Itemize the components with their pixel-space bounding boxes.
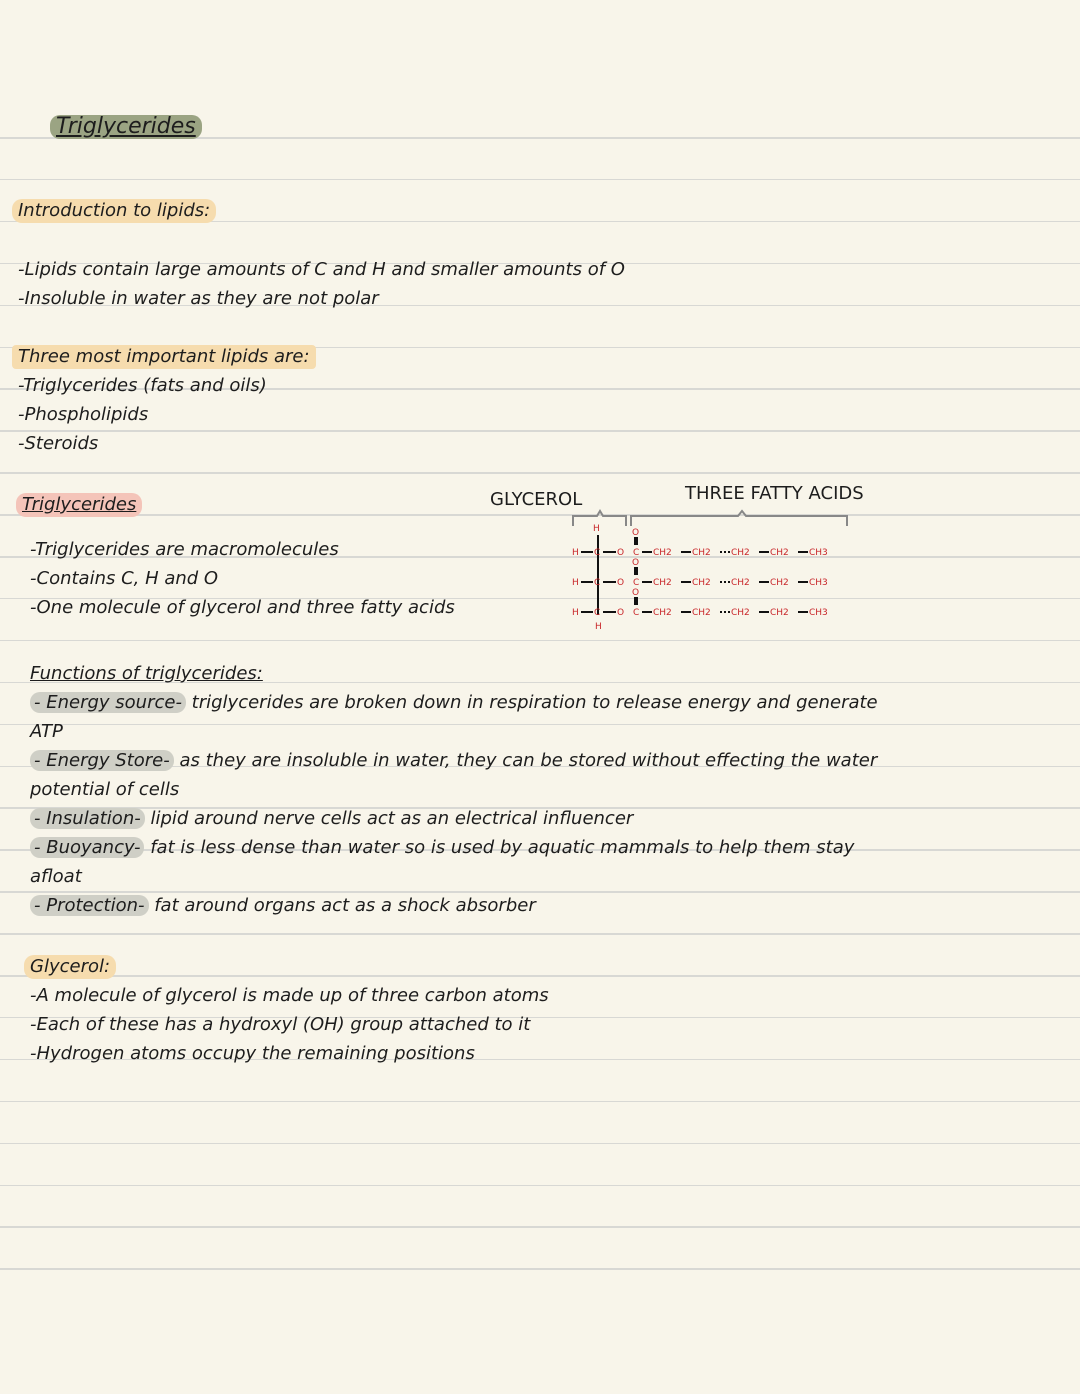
carbon-atom: C [594, 608, 601, 618]
functions-heading: Functions of triglycerides: [30, 663, 263, 684]
oxygen-atom: O [617, 578, 625, 588]
glycerol-line: -Each of these has a hydroxyl (OH) group attached to it [30, 1014, 531, 1035]
glycerol-line: -Hydrogen atoms occupy the remaining positions [30, 1043, 475, 1064]
carbon-atom: C [633, 578, 640, 588]
function-item [30, 836, 854, 860]
ruled-line [0, 179, 1080, 181]
function-item [30, 691, 878, 715]
chain-group: CH3 [809, 548, 828, 558]
ruled-line [0, 1143, 1080, 1145]
ruled-line [0, 472, 1080, 474]
triglycerides-line: -Triglycerides are macromolecules [30, 539, 339, 560]
chain-group: CH2 [692, 578, 711, 588]
function-item [30, 749, 877, 773]
function-label: - Buoyancy- [30, 837, 144, 858]
ruled-line [0, 640, 1080, 642]
function-continuation: afloat [30, 866, 82, 887]
ruled-line [0, 1226, 1080, 1228]
chain-group: CH2 [653, 578, 672, 588]
function-continuation: ATP [30, 721, 63, 742]
function-text: as they are insoluble in water, they can be stored without effecting the water [173, 750, 878, 771]
hydrogen-atom: H [572, 548, 579, 558]
ruled-line [0, 891, 1080, 893]
chain-group: CH2 [653, 608, 672, 618]
hydrogen-atom: H [572, 608, 579, 618]
function-continuation: potential of cells [30, 779, 180, 800]
oxygen-atom: O [632, 528, 640, 538]
glycerol-heading: Glycerol: [24, 955, 116, 979]
fatty-acids-bracket [631, 511, 847, 526]
chain-group: CH2 [692, 608, 711, 618]
carbon-atom: C [594, 548, 601, 558]
important-heading: Three most important lipids are: [12, 345, 316, 369]
ruled-line [0, 1101, 1080, 1103]
chain-group: CH2 [770, 578, 789, 588]
ruled-line [0, 1268, 1080, 1270]
important-item: -Phospholipids [18, 404, 149, 425]
important-item: -Steroids [18, 433, 99, 454]
triglycerides-line: -Contains C, H and O [30, 568, 219, 589]
carbon-atom: C [633, 608, 640, 618]
carbon-atom: C [633, 548, 640, 558]
oxygen-atom: O [617, 608, 625, 618]
hydrogen-atom: H [593, 524, 600, 534]
function-label: - Protection- [30, 895, 149, 916]
ruled-line [0, 975, 1080, 977]
chain-group: CH2 [731, 578, 750, 588]
ruled-line [0, 1185, 1080, 1187]
chain-group: CH2 [653, 548, 672, 558]
intro-heading: Introduction to lipids: [12, 199, 216, 223]
function-item [30, 807, 633, 831]
ruled-line [0, 724, 1080, 726]
intro-line: -Insoluble in water as they are not polar [18, 288, 379, 309]
carbon-atom: C [594, 578, 601, 588]
function-text: fat around organs act as a shock absorber [148, 895, 536, 916]
oxygen-atom: O [632, 588, 640, 598]
function-text: triglycerides are broken down in respiration to release energy and generate [185, 692, 878, 713]
ruled-line [0, 430, 1080, 432]
triglycerides-heading: Triglycerides [16, 493, 142, 517]
oxygen-atom: O [617, 548, 625, 558]
fatty-acids-label: THREE FATTY ACIDS [685, 483, 864, 504]
intro-line: -Lipids contain large amounts of C and H and smaller amounts of O [18, 259, 625, 280]
triglyceride-structure-diagram [485, 475, 935, 635]
hydrogen-atom: H [572, 578, 579, 588]
chain-group: CH3 [809, 608, 828, 618]
glycerol-label: GLYCEROL [490, 489, 583, 510]
chain-group: CH2 [731, 608, 750, 618]
chain-group: CH2 [770, 608, 789, 618]
function-text: lipid around nerve cells act as an electrical influencer [144, 808, 634, 829]
chain-group: CH2 [731, 548, 750, 558]
function-text: fat is less dense than water so is used by aquatic mammals to help them stay [144, 837, 855, 858]
bond-lines [598, 535, 640, 615]
function-label: - Energy source- [30, 692, 186, 713]
hydrogen-atom: H [595, 622, 602, 632]
chain-group: CH2 [692, 548, 711, 558]
function-label: - Energy Store- [30, 750, 174, 771]
triglycerides-line: -One molecule of glycerol and three fatty acids [30, 597, 455, 618]
oxygen-atom: O [632, 558, 640, 568]
important-item: -Triglycerides (fats and oils) [18, 375, 267, 396]
page-title: Triglycerides [50, 115, 202, 139]
function-item [30, 894, 536, 918]
chain-group: CH2 [770, 548, 789, 558]
function-label: - Insulation- [30, 808, 145, 829]
ruled-line [0, 933, 1080, 935]
chain-group: CH3 [809, 578, 828, 588]
glycerol-line: -A molecule of glycerol is made up of three carbon atoms [30, 985, 549, 1006]
